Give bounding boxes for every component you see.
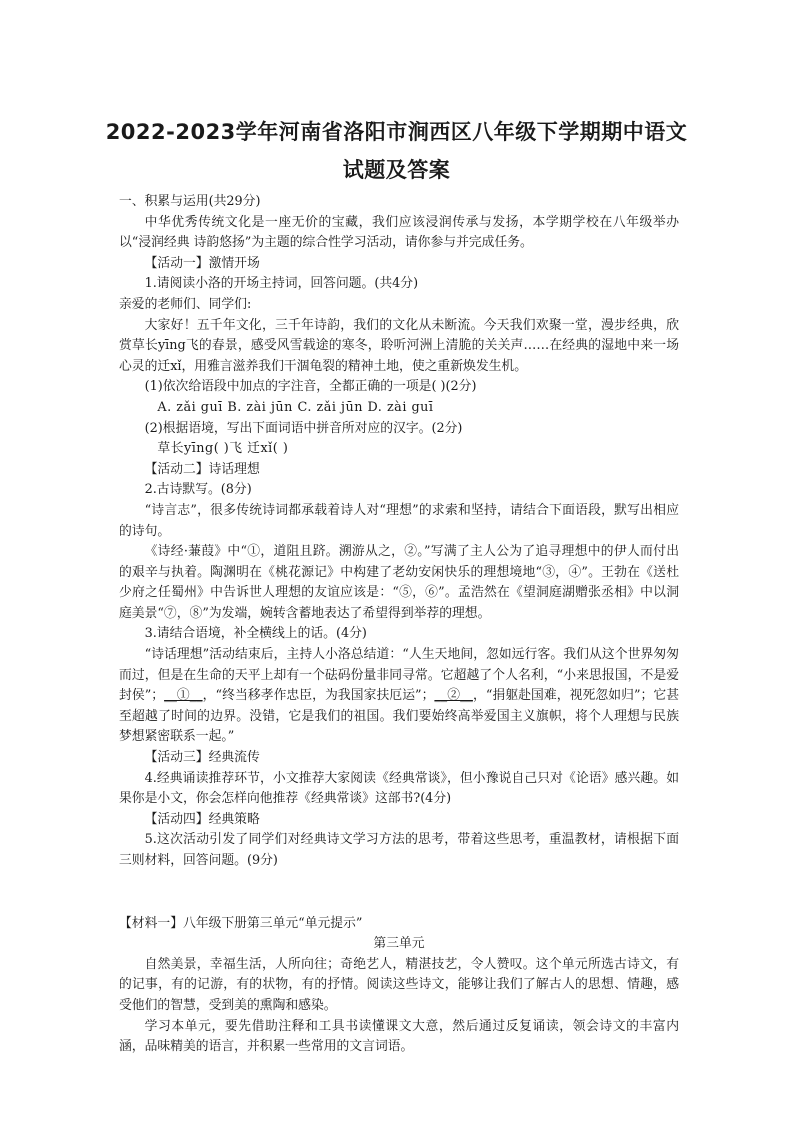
activity-4-heading: 【活动四】经典策略 <box>144 811 260 827</box>
question-4: 4.经典诵读推荐环节，小文推荐大家阅读《经典常谈》，但小豫说自己只对《论语》感兴趣。如果你是小文，你会怎样向他推荐《经典常谈》这部书?(4分) <box>119 770 679 807</box>
material-1-heading: 【材料一】八年级下册第三单元“单元提示” <box>119 915 363 931</box>
unit-paragraph-2: 学习本单元，要先借助注释和工具书读懂课文大意，然后通过反复诵读，领会诗文的丰富内涵，品味精美的语言，并积累一些常用的文言词语。 <box>119 1018 679 1055</box>
question-1-blanks: 草长yīng( )飞 迁xǐ( ) <box>157 441 289 457</box>
greeting-line: 亲爱的老师们、同学们: <box>119 296 252 312</box>
question-1-options: A. zǎi guī B. zài jūn C. zǎi jūn D. zài guī <box>157 399 434 415</box>
host-speech-paragraph: 大家好！五千年文化，三千年诗韵，我们的文化从未断流。今天我们欢聚一堂，漫步经典，欣赏草长yīng飞的春景，感受风雪载途的寒冬，聆听河洲上清脆的关关声……在经典的湿地中来一场心灵的迁xǐ，用雅言滋养我们干涸龟裂的精神土地，使之重新焕发生机。 <box>119 317 679 374</box>
spacer <box>119 872 679 914</box>
document-title-line-1: 2022-2023学年河南省洛阳市涧西区八年级下学期期中语文 <box>105 120 688 144</box>
question-5: 5.这次活动引发了同学们对经典诗文学习方法的思考，带着这些思考，重温教材，请根据下面三则材料，回答问题。(9分) <box>119 832 679 868</box>
question-3-text-c: ，“捐躯赴国难，视死忽如归”；它甚至超越了时间的边界。没错，它是我们的祖国。我们要始终高举爱国主义旗帜，将个人理想与民族梦想紧密联系一起。” <box>119 688 680 745</box>
unit-paragraph-1: 自然美景，幸福生活，人所向往；奇绝艺人，精湛技艺，令人赞叹。这个单元所选古诗文，有的记事，有的记游，有的状物，有的抒情。阅读这些诗文，能够让我们了解古人的思想、情趣，感受他们的智慧，受到美的熏陶和感染。 <box>119 956 679 1013</box>
document-body <box>119 192 679 1058</box>
intro-paragraph: 中华优秀传统文化是一座无价的宝藏，我们应该浸润传承与发扬，本学期学校在八年级举办以“浸润经典 诗韵悠扬”为主题的综合性学习活动，请你参与并完成任务。 <box>119 214 679 251</box>
activity-2-heading: 【活动二】诗话理想 <box>144 461 260 477</box>
question-3-passage <box>119 645 679 748</box>
question-1-part-1: (1)依次给语段中加点的字注音，全都正确的一项是( )(2分) <box>144 379 477 395</box>
activity-1-heading: 【活动一】激情开场 <box>144 255 260 271</box>
question-2: 2.古诗默写。(8分) <box>144 482 252 498</box>
section-heading: 一、积累与运用(共29分) <box>119 194 261 209</box>
question-3-text-b: ，“终当移孝作忠臣，为我国家扶厄运”； <box>202 688 435 704</box>
blank-1: __①__ <box>164 688 203 704</box>
question-3: 3.请结合语境，补全横线上的话。(4分) <box>144 626 367 642</box>
activity-3-heading: 【活动三】经典流传 <box>144 750 260 766</box>
blank-2: __②__ <box>434 688 473 704</box>
question-1: 1.请阅读小洛的开场主持词，回答问题。(共4分) <box>144 276 419 292</box>
question-1-part-2: (2)根据语境，写出下面词语中拼音所对应的汉字。(2分) <box>144 420 463 436</box>
question-2-passage: 《诗经·蒹葭》中“①，道阻且跻。溯游从之，②。”写满了主人公为了追寻理想中的伊人而付出的艰辛与执着。陶渊明在《桃花源记》中构建了老幼安闲快乐的理想境地“③，④”。王勃在《送杜少府之任蜀州》中告诉世人理想的友谊应该是：“⑤，⑥”。孟浩然在《望洞庭湖赠张丞相》中以洞庭美景“⑦，⑧”为发端，婉转含蓄地表达了希望得到举荐的理想。 <box>119 544 679 621</box>
question-2-intro: “诗言志”，很多传统诗词都承载着诗人对“理想”的求索和坚持，请结合下面语段，默写出相应的诗句。 <box>119 502 679 539</box>
document-title-line-2: 试题及答案 <box>342 158 451 182</box>
question-3-text-a: “诗话理想”活动结束后，主持人小洛总结道：“人生天地间，忽如远行客。我们从这个世界匆匆而过，但是在生命的天平上却有一个砝码份量非同寻常。它超越了个人名利，“小来思报国，不是爱封侯”； <box>119 647 679 704</box>
unit-title: 第三单元 <box>373 936 425 952</box>
